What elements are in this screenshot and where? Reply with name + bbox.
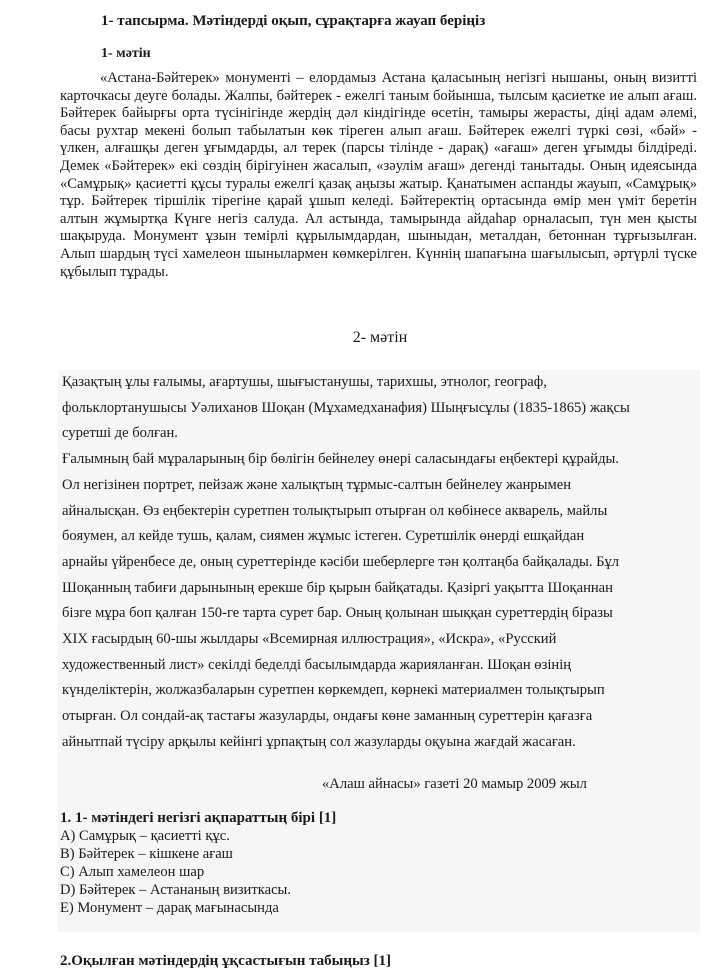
text2-line: отырған. Ол сондай-ақ тастағы жазуларды, ондағы көне заманның суреттерін қағазға <box>62 708 593 725</box>
answer-option: B) Бәйтерек – кішкене ағаш <box>60 846 233 862</box>
text2-line: бояумен, ал кейде тушь, қалам, сиямен жұмыс істеген. Суретшілік өнерді ешқайдан <box>62 528 585 545</box>
text2-line: художественный лист» секілді беделді басылымдарда жарияланған. Шоқан өзінің <box>62 656 572 673</box>
text2-line: фольклортанушысы Уәлиханов Шоқан (Мұхамедханафия) Шыңғысұлы (1835-1865) жақсы <box>62 399 630 416</box>
text2-line: Ол негізінен портрет, пейзаж және халықтың тұрмыс-салтын бейнелеу жанрымен <box>62 476 572 493</box>
task-title: 1- тапсырма. Мәтіндерді оқып, сұрақтарға жауап беріңіз <box>101 13 486 29</box>
text2-line: айналысқан. Өз еңбектерін суретпен толықтырып отырған ол көбінесе акварель, майлы <box>62 502 608 519</box>
question-2: 2.Оқылған мәтіндердің ұқсастығын табыңыз [1] <box>60 953 392 969</box>
text2-line: арнайы үйренбесе де, оның суреттерінде кәсіби шеберлерге тән қолтаңба байқалады. Бұл <box>62 553 620 570</box>
text1-body: «Астана-Бәйтерек» монументі – елордамыз Астана қаласының негізгі нышаны, оның визитті карточкасы деуге болады. Жалпы, бәйтерек - ежелгі таным бойынша, тылсым қасиетке ие алып ағаш. Бәйтерек байырғы орта түсінігінде жердің дәл кіндігінде өсетін, тамыры жерасты, діңі адам әлемі, басы рухтар мекені болып табылатын көк тіреген алып ағаш. Бәйтерек ежелгі түркі сөзі, «бәй» - үлкен, алғашқы деген ұғымдарды, ал терек (парсы тілінде - дарақ) «ағаш» деген ұғымды білдіреді. Демек «Бәйтерек» екі сөздің бірігуінен жасалып, «зәулім ағаш» дегенді танытады. Оның идеясында «Самұрық» қасиетті құсы туралы ежелгі қазақ аңызы жатыр. Қанатымен аспанды жауып, «Самұрық» тұр. Бәйтерек тіршілік тірегіне қарай ұшып келеді. Бәйтеректің ортасында өмір мен үміт беретін алтын жұмыртқа Күнге негіз салуда. Ал астында, тамырында айдаһар орналасып, түн мен қысты шақыруда. Монумент ұзын темірлі құрылымдардан, шыныдан, металдан, бетоннан тұрғызылған. Алып шардың түсі хамелеон шынылармен көмкерілген. Күннің шапағына шағылысып, әртүрлі түске құбылып тұрады. <box>60 70 697 280</box>
text2-source: «Алаш айнасы» газеті 20 мамыр 2009 жыл <box>322 776 587 792</box>
text2-heading: 2- мәтін <box>352 329 408 346</box>
text2-line: айнытпай түсіру арқылы кейінгі ұрпақтың сол жазуларды оқуына жағдай жасаған. <box>62 733 576 750</box>
text2-line: Қазақтың ұлы ғалымы, ағартушы, шығыстанушы, тарихшы, этнолог, географ, <box>62 374 547 390</box>
text1-heading: 1- мәтін <box>101 46 151 61</box>
text2-line: күнделіктерін, жолжазбаларын суретпен көркемдеп, көрнекі материалмен толықтырып <box>62 682 605 699</box>
answer-option: D) Бәйтерек – Астананың визиткасы. <box>60 882 292 898</box>
text2-line: Ғалымның бай мұраларының бір бөлігін бейнелеу өнері саласындағы еңбектері құрайды. <box>62 451 619 468</box>
answer-option: E) Монумент – дарақ мағынасында <box>60 900 279 916</box>
answer-option: C) Алып хамелеон шар <box>60 864 205 880</box>
question-1: 1. 1- мәтіндегі негізгі ақпараттың бірі [1] <box>60 810 337 826</box>
answer-option: A) Самұрық – қасиетті құс. <box>60 828 230 844</box>
text2-line: Шоқанның табиғи дарынының ерекше бір қырын байқатады. Қазіргі уақытта Шоқаннан <box>62 579 613 596</box>
text2-line: XIX ғасырдың 60-шы жылдары «Всемирная иллюстрация», «Искра», «Русский <box>62 631 557 647</box>
text2-line: бізге мұра боп қалған 150-ге тарта сурет бар. Оның қолынан шыққан суреттердің біразы <box>62 605 613 622</box>
text2-line: суретші де болған. <box>62 425 178 442</box>
